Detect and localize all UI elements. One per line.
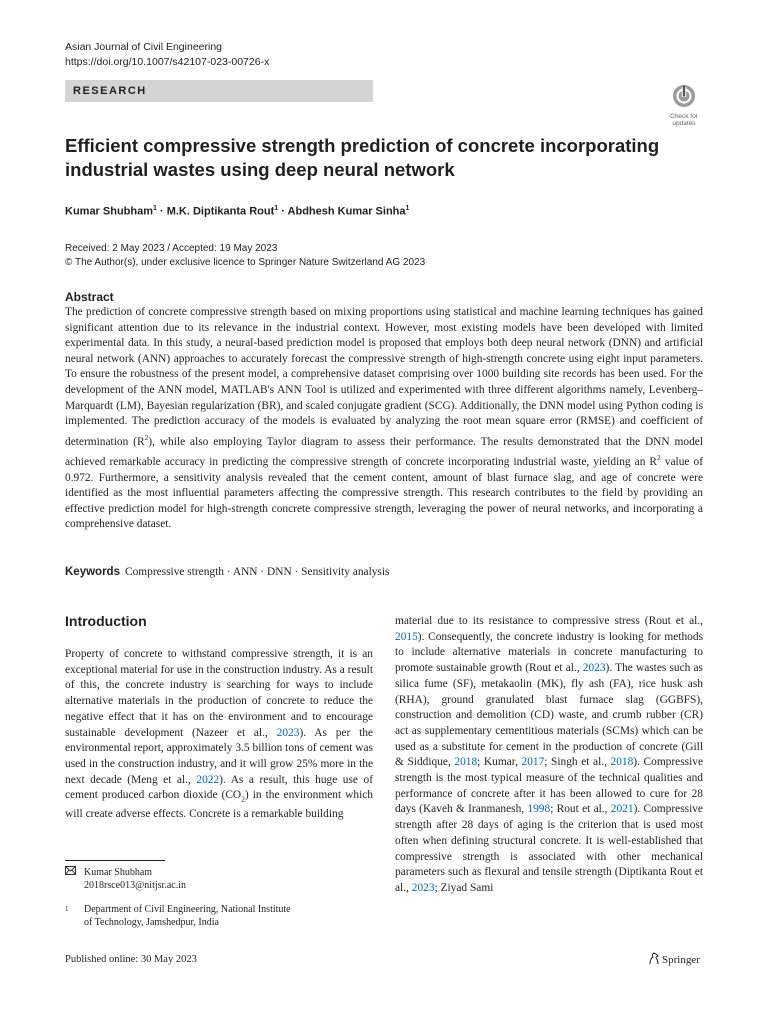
keywords-text: Compressive strength · ANN · DNN · Sensitivity analysis [124,566,390,578]
citation-link[interactable]: 2018 [610,756,634,769]
intro-paragraph-right: material due to its resistance to compressive stress (Rout et al., 2015). Consequently, the concrete industry is looking for methods to include alternative materials in concrete manufacturing to promote sustainable growth (Rout et al., 2023). The wastes such as silica fume (SF), metakaolin (MK), fly ash (FA), rice husk ash (RHA), ground granulated blast furnace slag (GGBFS), construction and demolition (CD) waste, and crumb rubber (CR) act as supplementary cementitious materials (SCMs) which can be used as a substitute for cement in the production of concrete (Gill & Siddique, 2018; Kumar, 2017; Singh et al., 2018). Compressive strength is the most typical measure of the technical qualities and performance of concrete after it has been allowed to cure for 28 days (Kaveh & Iranmanesh, 1998; Rout et al., 2021). Compressive strength after 28 days of aging is the criterion that is used most often when defining structural concrete. It is well-established that compressive strength is associated with other mechanical parameters such as flexural and tensile strength (Diptikanta Rout et al., 2023; Ziyad Sami [395,615,703,894]
citation-link[interactable]: 2021 [610,803,634,816]
affiliation-marker: 1 [274,205,279,212]
publisher-logo [648,952,700,966]
abstract-body: The prediction of concrete compressive strength based on mixing proportions using statistical and machine learning techniques has gained significant attention due to its relevance in the industrial context. However, most existing models have been developed with limited experimental data. In this study, a neural-based prediction model is proposed that employs both deep neural network (DNN) and artificial neural network (ANN) approaches to accurately forecast the compressive strength of high-strength concrete using eight input parameters. To ensure the robustness of the present model, a comprehensive dataset comprising over 1000 building site records has been used. For the development of the ANN model, MATLAB's ANN Tool is utilized and experimented with three different algorithms namely, Levenberg–Marquardt (LM), Bayesian regularization (BR), and scaled conjugate gradient (SCG). Additionally, the DNN model using Python coding is implemented. The prediction accuracy of the models is evaluated by analyzing the root mean square error (RMSE) and coefficient of determination $(R^2)$, while also employing Taylor diagram to assess their performance. The results demonstrated that the DNN model achieved remarkable accuracy in predicting the compressive strength of concrete incorporating industrial waste, yielding an $R^2$ value of 0.972. Furthermore, a sensitivity analysis revealed that the cement content, amount of blast furnace slag, and age of concrete were identified as the most influential parameters affecting the compressive strength. This research contributes to the field by providing an effective prediction model for high-strength concrete compressive strength, leveraging the power of neural networks, and incorporating a comprehensive dataset. [65,306,704,531]
springer-horse-icon [648,952,660,965]
citation-link[interactable]: 2023 [276,726,300,739]
copyright-notice: © The Author(s), under exclusive licence to Springer Nature Switzerland AG 2023 [65,257,426,268]
citation-link[interactable]: 2017 [521,756,545,769]
journal-header [65,40,269,70]
section-label: RESEARCH [65,80,373,102]
check-updates-label: Check for updates [670,113,698,127]
citation-link[interactable]: 1998 [527,803,551,816]
affiliation-number: 1 [65,905,69,913]
author-name[interactable]: Kumar Shubham [65,205,154,218]
intro-right-column [395,614,703,897]
footnote-divider [65,860,165,861]
abstract-heading: Abstract [65,290,114,304]
corresponding-author-email[interactable]: 2018rsce013@nitjsr.ac.in [84,880,186,891]
journal-name: Asian Journal of Civil Engineering [65,41,223,53]
citation-link[interactable]: 2015 [395,630,418,643]
intro-left-column [65,613,373,823]
article-title: Efficient compressive strength prediction of concrete incorporating industrial wastes using deep neural network [65,135,660,180]
envelope-icon [65,866,76,879]
author-separator: · [278,205,288,218]
intro-paragraph-left: Property of concrete to withstand compressive strength, it is an exceptional material for use in the construction industry. As a result of this, the concrete industry is searching for ways to include alternative materials in the production of concrete to reduce the negative effect that it has on the environment and to encourage sustainable development (Nazeer et al., 2023). As per the environmental report, approximately 3.5 billion tons of cement was used in the construction industry, and it will grow 25% more in the next decade (Meng et al., 2022). As a result, this huge use of cement produced carbon dioxide $(CO_2)$ in the environment which will create adverse effects. Concrete is a remarkable building [65,648,373,821]
keywords [65,566,389,578]
citation-link[interactable]: 2023 [582,662,606,675]
citation-link[interactable]: 2022 [196,773,220,786]
citation-link[interactable]: 2018 [454,756,478,769]
doi-link[interactable]: https://doi.org/10.1007/s42107-023-00726-x [65,56,270,68]
check-for-updates-badge[interactable] [664,84,704,127]
affiliation-line: Department of Civil Engineering, National Institute [84,904,291,915]
received-accepted: Received: 2 May 2023 / Accepted: 19 May 2023 [65,243,278,254]
citation-link[interactable]: 2023 [411,881,435,894]
introduction-heading: Introduction [65,613,147,629]
article-dates [65,242,425,270]
author-list [65,205,409,218]
affiliation-marker: 1 [153,205,157,212]
author-separator: · [156,205,167,218]
published-date: Published online: 30 May 2023 [65,954,197,965]
author-name[interactable]: Abdhesh Kumar Sinha [287,205,406,218]
keywords-label: Keywords [65,566,120,578]
affiliation-line: of Technology, Jamshedpur, India [84,917,219,928]
corresponding-author-name: Kumar Shubham [84,867,153,878]
author-name[interactable]: M.K. Diptikanta Rout [166,205,275,218]
affiliation-marker: 1 [405,205,410,212]
check-updates-icon [672,84,696,108]
publisher-name: Springer [662,954,700,966]
